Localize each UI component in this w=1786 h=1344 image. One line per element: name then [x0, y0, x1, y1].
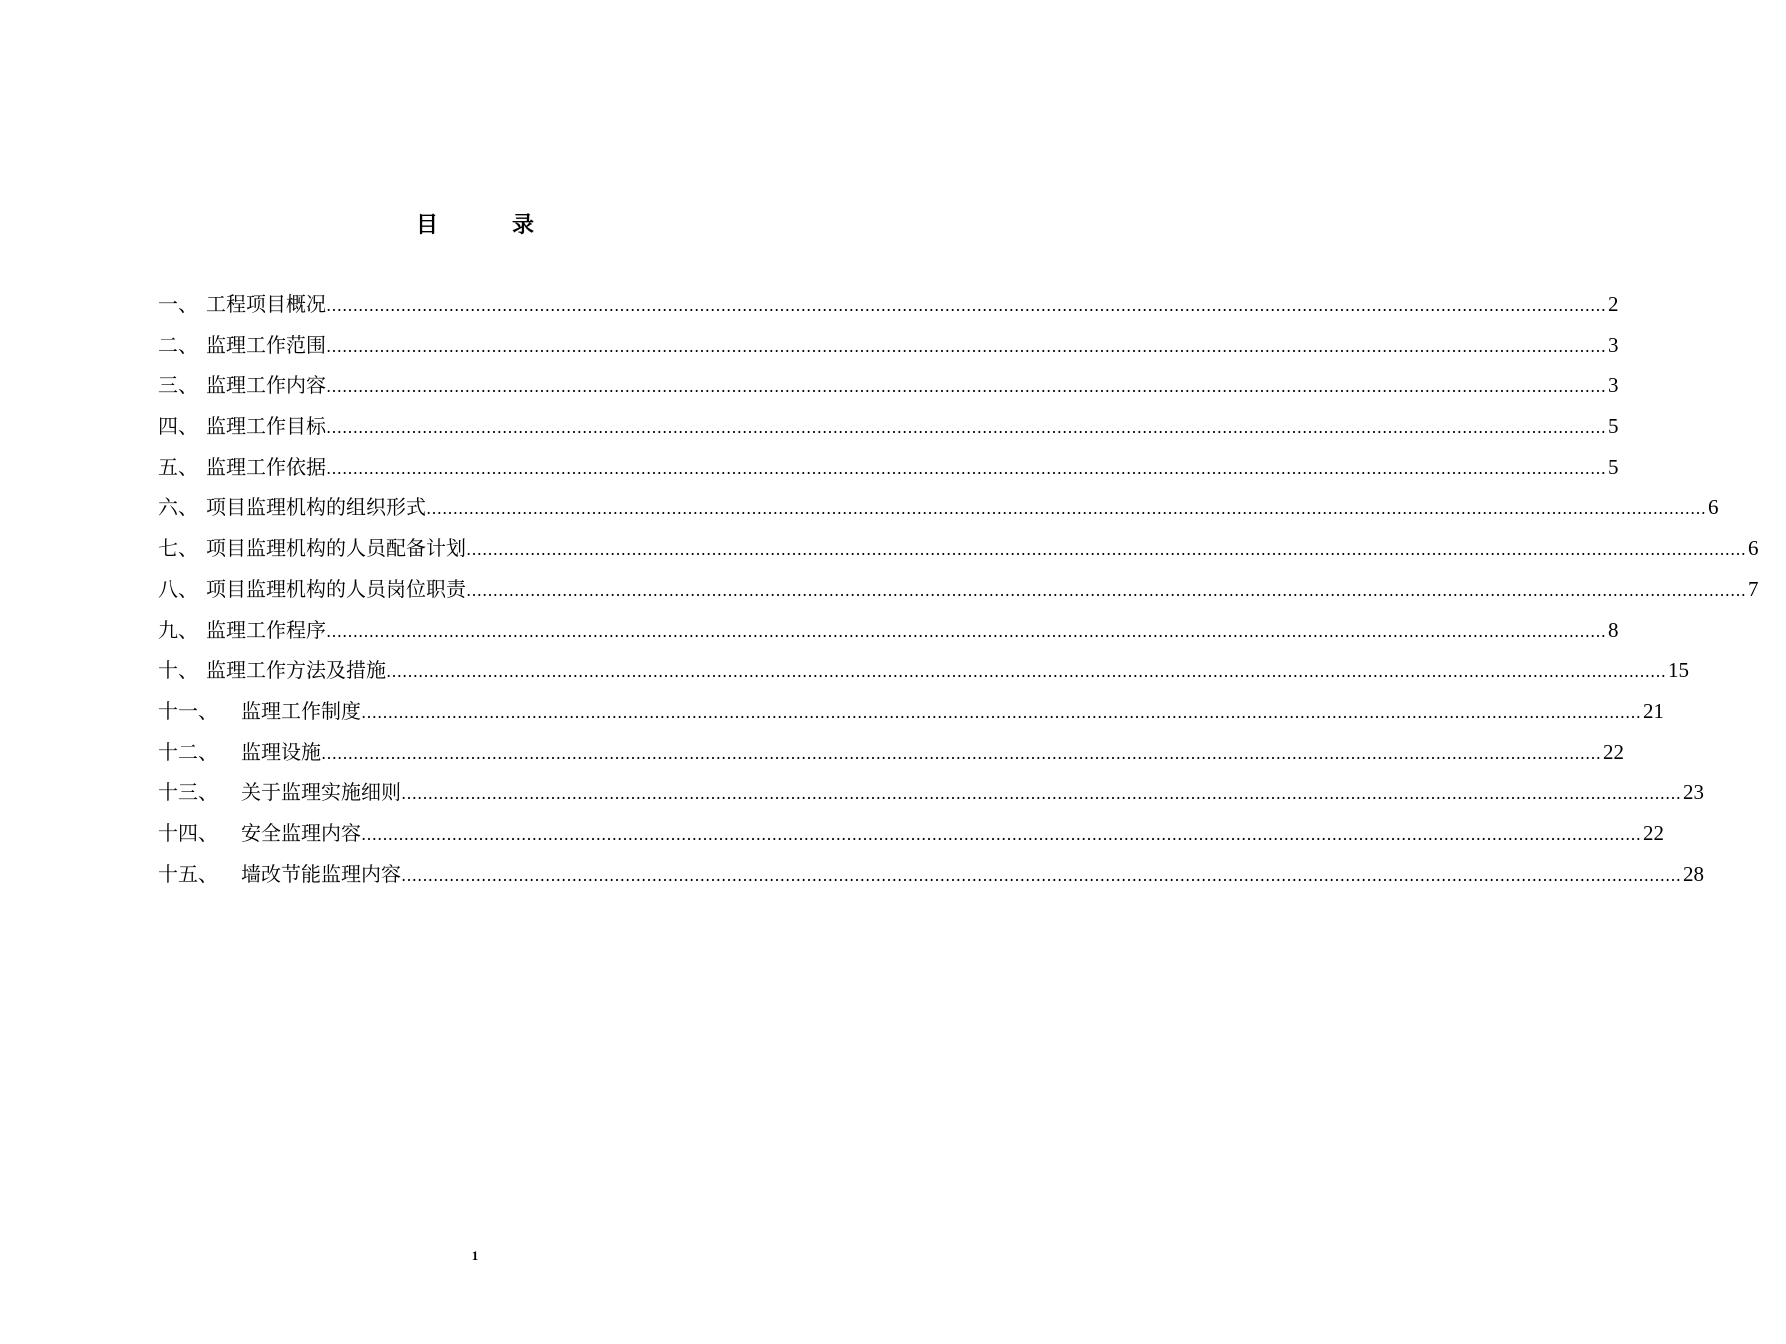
toc-entry-page: 7	[1748, 576, 1759, 601]
toc-dot-leader: ……………………………………………………………………………………………………………………………………………………………………………………………………………………	[326, 458, 1606, 478]
toc-entry[interactable]	[158, 858, 1704, 899]
toc-entry-page: 22	[1643, 820, 1664, 845]
toc-entry[interactable]	[158, 776, 1704, 817]
toc-entry-page: 2	[1608, 292, 1619, 316]
toc-entry-title: 关于监理实施细则	[241, 780, 401, 805]
toc-entry-page: 21	[1643, 698, 1664, 723]
toc-title: 目 录	[415, 213, 560, 238]
toc-entry-page: 3	[1608, 373, 1619, 398]
toc-dot-leader: ……………………………………………………………………………………………………………………………………………………………………………………………………………………	[401, 865, 1681, 885]
toc-entry[interactable]	[158, 532, 1759, 573]
toc-dot-leader: ……………………………………………………………………………………………………………………………………………………………………………………………………………………	[326, 296, 1606, 315]
toc-entry-number: 十一、	[158, 698, 218, 723]
toc-entry[interactable]	[158, 491, 1719, 532]
toc-entry-number: 一、	[158, 292, 198, 316]
toc-entry-page: 3	[1608, 332, 1619, 357]
toc-entry-title: 安全监理内容	[241, 820, 361, 845]
toc-entry-number: 十二、	[158, 739, 218, 764]
toc-dot-leader: ……………………………………………………………………………………………………………………………………………………………………………………………………………………	[426, 499, 1706, 519]
toc-entry-title: 项目监理机构的人员配备计划	[206, 536, 466, 561]
toc-entry-number: 十四、	[158, 820, 218, 845]
toc-entry-page: 6	[1748, 536, 1759, 561]
toc-entry-number: 七、	[158, 536, 198, 561]
toc-entry[interactable]	[158, 410, 1619, 451]
toc-entry-page: 22	[1603, 739, 1624, 764]
toc-entry-page: 5	[1608, 454, 1619, 479]
toc-entry-number: 九、	[158, 617, 198, 642]
toc-entry-title: 工程项目概况	[206, 292, 326, 316]
toc-entry-page: 6	[1708, 495, 1719, 520]
toc-entry[interactable]	[158, 369, 1619, 410]
toc-entry[interactable]	[158, 614, 1619, 655]
toc-entry[interactable]	[158, 451, 1619, 492]
toc-dot-leader: ……………………………………………………………………………………………………………………………………………………………………………………………………………………	[326, 336, 1606, 356]
toc-entry-number: 五、	[158, 454, 198, 479]
toc-entry-number: 八、	[158, 576, 198, 601]
toc-entry-number: 十五、	[158, 861, 218, 886]
toc-entry-title: 项目监理机构的组织形式	[206, 495, 426, 520]
toc-dot-leader: ……………………………………………………………………………………………………………………………………………………………………………………………………………………	[386, 662, 1666, 682]
toc-dot-leader: ……………………………………………………………………………………………………………………………………………………………………………………………………………………	[401, 784, 1681, 804]
toc-list	[158, 288, 1759, 898]
toc-entry-page: 23	[1683, 780, 1704, 805]
toc-entry-page: 5	[1608, 414, 1619, 439]
toc-entry-title: 监理工作依据	[206, 454, 326, 479]
toc-entry-title: 墙改节能监理内容	[241, 861, 401, 886]
toc-dot-leader: ……………………………………………………………………………………………………………………………………………………………………………………………………………………	[321, 743, 1601, 763]
toc-entry[interactable]	[158, 817, 1664, 858]
toc-entry-title: 项目监理机构的人员岗位职责	[206, 576, 466, 601]
toc-entry-number: 十三、	[158, 780, 218, 805]
toc-entry-title: 监理工作程序	[206, 617, 326, 642]
toc-entry[interactable]	[158, 736, 1624, 777]
toc-entry-page: 15	[1668, 658, 1689, 683]
toc-entry[interactable]	[158, 573, 1759, 614]
toc-dot-leader: ……………………………………………………………………………………………………………………………………………………………………………………………………………………	[466, 540, 1746, 560]
toc-entry-title: 监理设施	[241, 739, 321, 764]
toc-entry-number: 三、	[158, 373, 198, 398]
toc-entry-title: 监理工作制度	[241, 698, 361, 723]
toc-dot-leader: ……………………………………………………………………………………………………………………………………………………………………………………………………………………	[326, 418, 1606, 438]
toc-entry-title: 监理工作方法及措施	[206, 658, 386, 683]
toc-dot-leader: ……………………………………………………………………………………………………………………………………………………………………………………………………………………	[361, 702, 1641, 722]
toc-dot-leader: ……………………………………………………………………………………………………………………………………………………………………………………………………………………	[466, 580, 1746, 600]
page-number: 1	[471, 1248, 479, 1263]
toc-entry[interactable]	[158, 695, 1664, 736]
toc-dot-leader: ……………………………………………………………………………………………………………………………………………………………………………………………………………………	[326, 377, 1606, 397]
toc-entry-page: 8	[1608, 617, 1619, 642]
toc-dot-leader: ……………………………………………………………………………………………………………………………………………………………………………………………………………………	[326, 621, 1606, 641]
toc-entry-number: 六、	[158, 495, 198, 520]
toc-entry[interactable]	[158, 288, 1619, 329]
toc-entry-number: 二、	[158, 332, 198, 357]
toc-entry-page: 28	[1683, 861, 1704, 886]
toc-entry-number: 四、	[158, 414, 198, 439]
toc-dot-leader: ……………………………………………………………………………………………………………………………………………………………………………………………………………………	[361, 824, 1641, 844]
toc-entry-title: 监理工作目标	[206, 414, 326, 439]
toc-entry[interactable]	[158, 654, 1689, 695]
toc-entry-number: 十、	[158, 658, 198, 683]
toc-entry-title: 监理工作范围	[206, 332, 326, 357]
toc-entry-title: 监理工作内容	[206, 373, 326, 398]
toc-entry[interactable]	[158, 329, 1619, 370]
